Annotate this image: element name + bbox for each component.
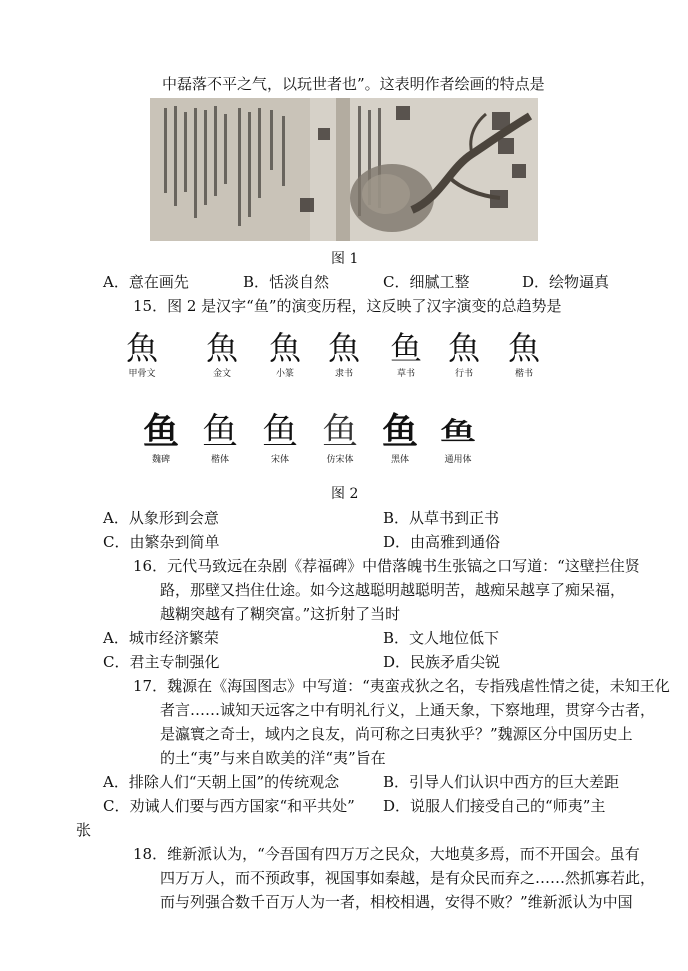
q17-stem-line-3: 是瀛寰之奇士，域内之良友，尚可称之曰夷狄乎？”魏源区分中国历史上	[160, 725, 633, 743]
q14-option-a: A．意在画先	[103, 273, 189, 291]
glyph-label: 楷体	[210, 455, 229, 465]
q18-stem-line-2: 四万万人，而不预政事，视国事如秦越，是有众民而弃之……然抓寡若此，	[160, 869, 656, 887]
figure-1-caption: 图 1	[331, 251, 359, 267]
q17-option-a: A．排除人们“天朝上国”的传统观念	[103, 773, 340, 791]
q14-stem-line: 中磊落不平之气，以玩世者也”。这表明作者绘画的特点是	[162, 75, 545, 93]
q17-stem-line-2: 者言……诚知天远客之中有明礼行义，上通天象，下察地理，贯穿今古者，	[160, 701, 656, 719]
q14-option-d: D．绘物逼真	[522, 273, 610, 291]
glyph-wei-stele: 鱼 魏碑	[131, 410, 191, 466]
glyph-label: 金文	[212, 369, 231, 379]
glyph-cursive: 鱼 草书	[376, 328, 436, 380]
q14-option-c: C．细腻工整	[383, 273, 470, 291]
q16-option-b: B．文人地位低下	[383, 629, 500, 647]
q16-stem-line-3: 越糊突越有了糊突富。”这折射了当时	[160, 605, 401, 623]
glyph-fang-song: 鱼 仿宋体	[310, 410, 370, 466]
q17-stem-line-1: 17．魏源在《海国图志》中写道：“夷蛮戎狄之名，专指残虐性情之徒，未知王化	[133, 677, 670, 695]
glyph-label: 宋体	[270, 455, 289, 465]
glyph-running: 魚 行书	[434, 328, 494, 380]
q17-stem-line-4: 的土“夷”与来自欧美的洋“夷”旨在	[160, 749, 386, 767]
q16-stem-line-2: 路，那壁又挡住仕途。如今这越聪明越聪明苦，越痴呆越享了痴呆福，	[160, 581, 626, 599]
glyph-label: 魏碑	[151, 455, 170, 465]
q15-option-d: D．由高雅到通俗	[383, 533, 501, 551]
glyph-label: 小篆	[275, 369, 294, 379]
q15-option-a: A．从象形到会意	[103, 509, 219, 527]
glyph-label: 仿宋体	[326, 455, 354, 465]
glyph-clerical: 魚 隶书	[314, 328, 374, 380]
glyph-label: 隶书	[334, 369, 353, 379]
glyph-label: 行书	[454, 369, 473, 379]
q14-option-b: B．恬淡自然	[243, 273, 330, 291]
q16-stem-line-1: 16．元代马致远在杂剧《荐福碑》中借落魄书生张镐之口写道：“这壁拦住贤	[133, 557, 640, 575]
glyph-label: 黑体	[390, 455, 409, 465]
glyph-label: 通用体	[444, 455, 472, 465]
q16-option-c: C．君主专制强化	[103, 653, 220, 671]
glyph-small-seal: 魚 小篆	[255, 328, 315, 380]
q17-option-d: D．说服人们接受自己的“师夷”主	[383, 797, 606, 815]
glyph-label: 草书	[396, 369, 415, 379]
q17-option-b: B．引导人们认识中西方的巨大差距	[383, 773, 620, 791]
glyph-bronze: 魚 金文	[192, 328, 252, 380]
figure-2-caption: 图 2	[331, 486, 359, 502]
glyph-hei-ti: 鱼 黑体	[370, 410, 430, 466]
q15-stem: 15．图 2 是汉字“鱼”的演变历程，这反映了汉字演变的总趋势是	[133, 297, 562, 315]
painting-image	[150, 98, 538, 241]
q16-option-d: D．民族矛盾尖锐	[383, 653, 501, 671]
glyph-regular: 魚 楷书	[494, 328, 554, 380]
q17-option-c: C．劝诫人们要与西方国家“和平共处”	[103, 797, 355, 815]
glyph-song-ti: 鱼 宋体	[250, 410, 310, 466]
q15-option-c: C．由繁杂到简单	[103, 533, 220, 551]
glyph-label: 楷书	[514, 369, 533, 379]
q16-option-a: A．城市经济繁荣	[103, 629, 219, 647]
q15-option-b: B．从草书到正书	[383, 509, 500, 527]
q18-stem-line-3: 而与列强合数千百万人为一者，相校相遇，安得不败？”维新派认为中国	[160, 893, 633, 911]
painting-figure-1	[150, 98, 538, 241]
glyph-label: 甲骨文	[128, 369, 156, 379]
q17-option-d-wrap: 张	[76, 821, 92, 839]
glyph-kai-ti: 鱼 楷体	[190, 410, 250, 466]
glyph-oracle-bone: 魚 甲骨文	[112, 328, 172, 380]
q18-stem-line-1: 18．维新派认为，“今吾国有四万万之民众，大地莫多焉，而不开国会。虽有	[133, 845, 640, 863]
glyph-common: 鱼 通用体	[428, 410, 488, 466]
